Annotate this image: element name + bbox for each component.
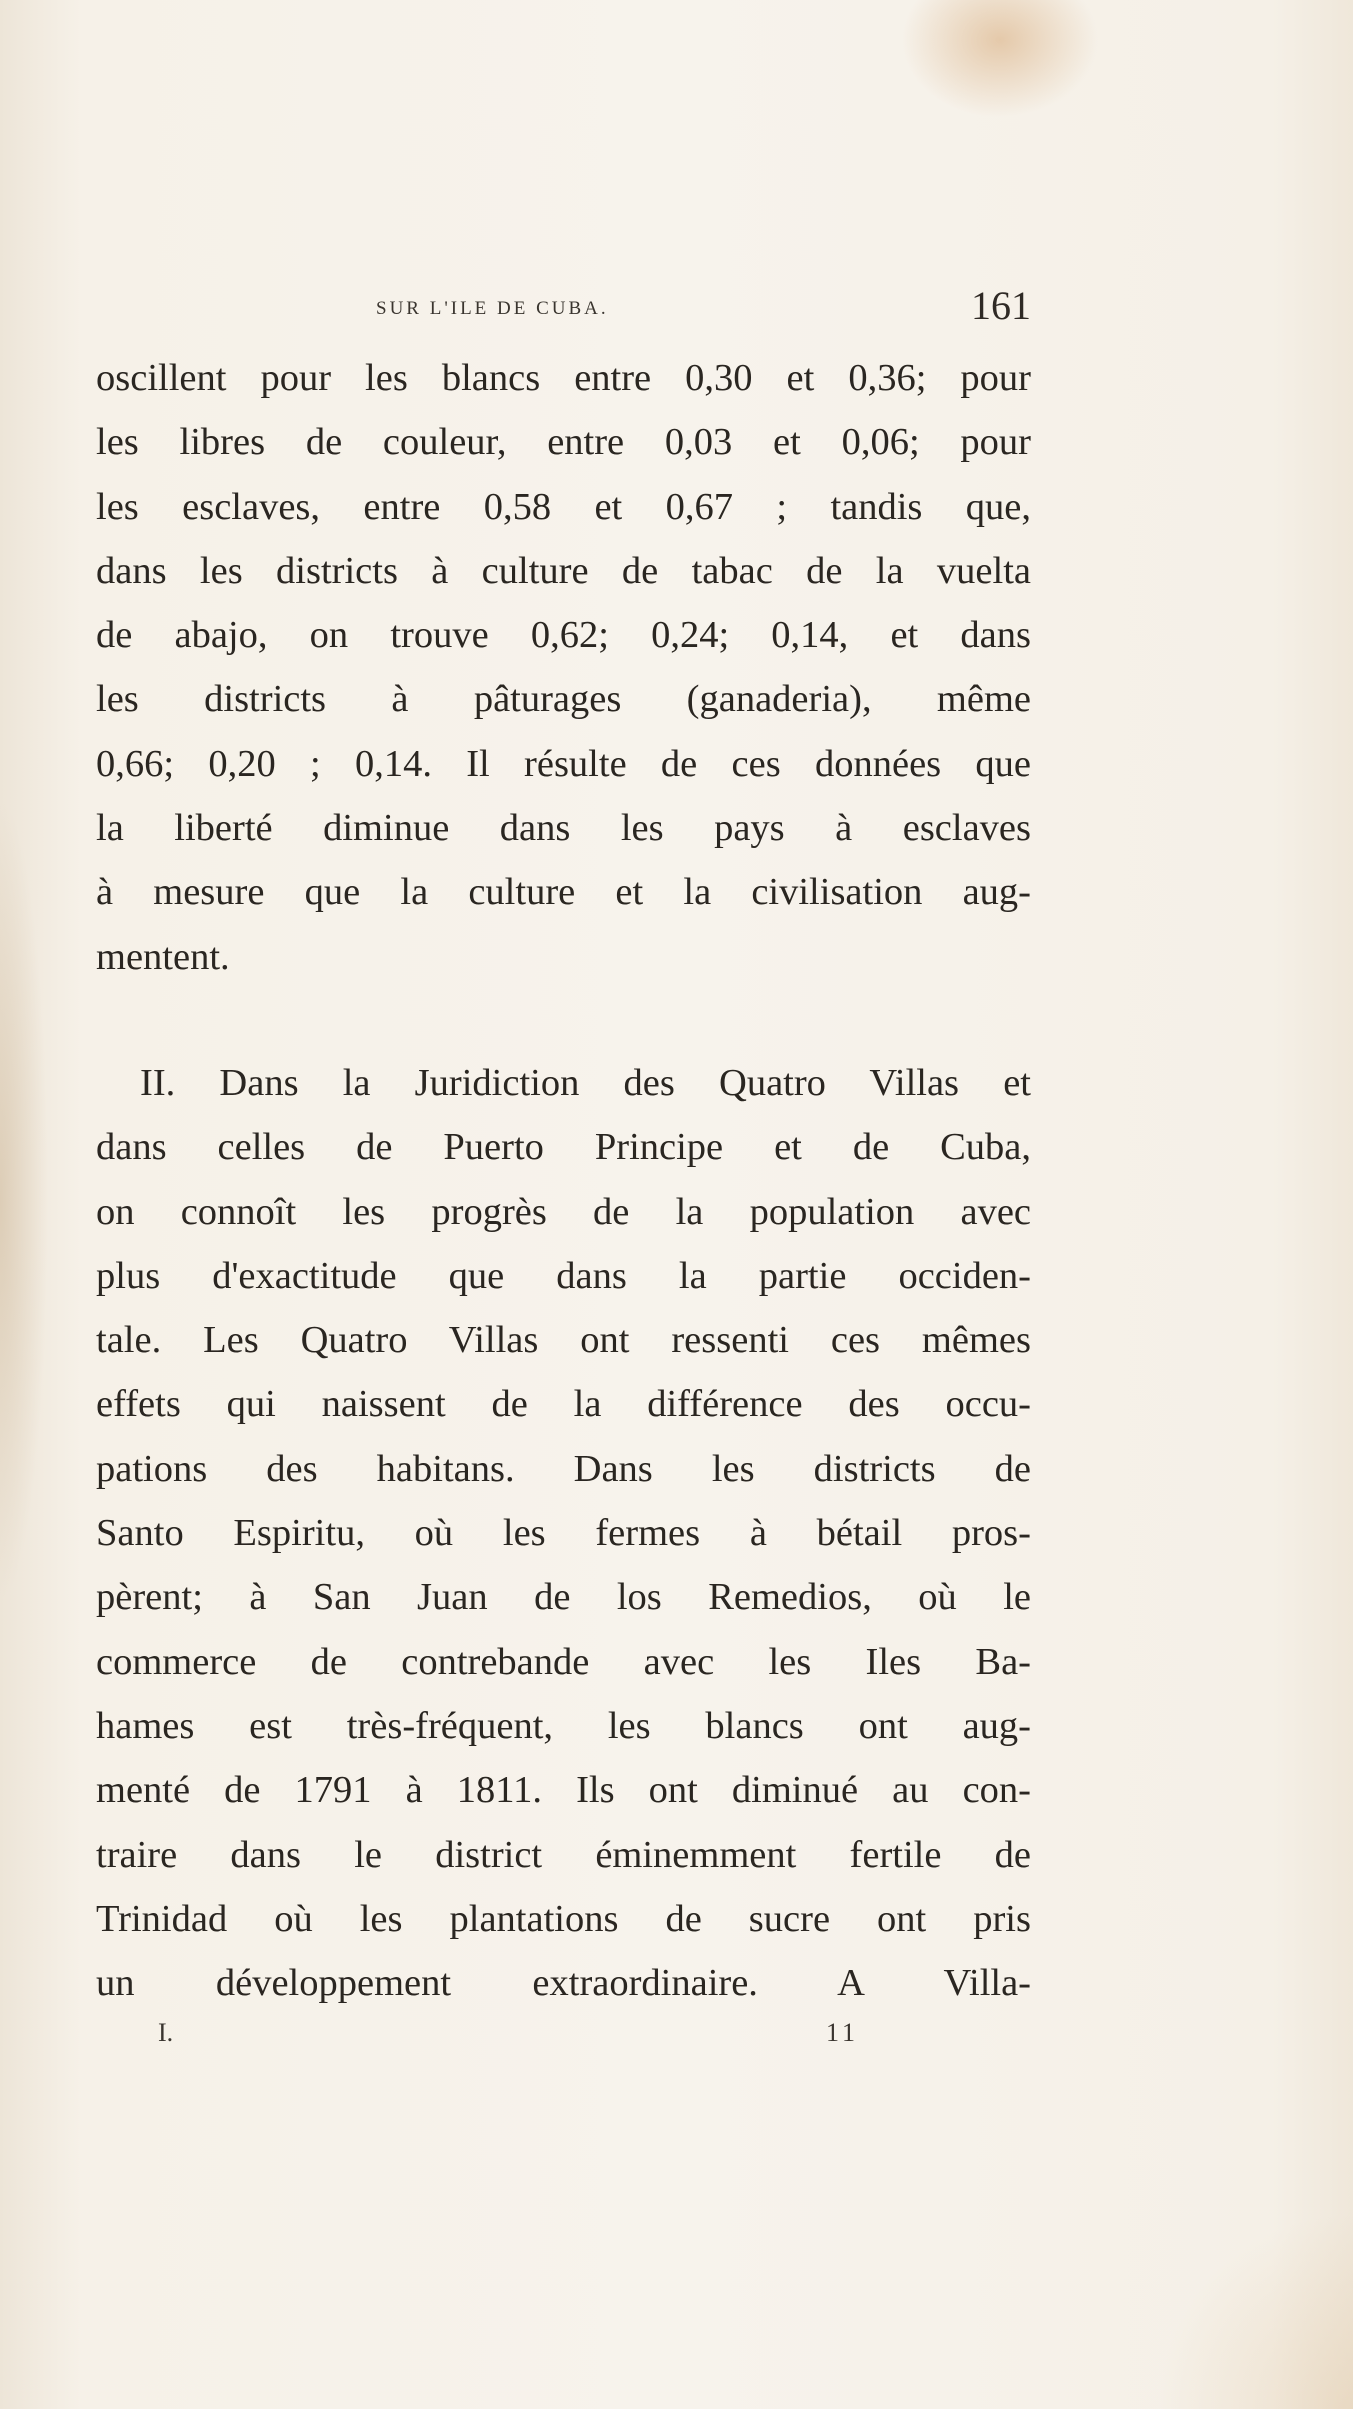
- text-line: 0,66; 0,20 ; 0,14. Il résulte de ces données que: [96, 742, 1031, 785]
- text-line: II. Dans la Juridiction des Quatro Villas et: [140, 1061, 1031, 1104]
- text-line: pèrent; à San Juan de los Remedios, où le: [96, 1576, 1031, 1619]
- text-line: pations des habitans. Dans les districts de: [96, 1447, 1031, 1490]
- paragraph-gap: [96, 989, 1031, 1051]
- text-line: hames est très-fréquent, les blancs ont aug-: [96, 1704, 1031, 1747]
- running-head: [96, 282, 1031, 332]
- text-line: dans les districts à culture de tabac de la vuelta: [96, 549, 1031, 592]
- gathering-signature: 11: [826, 2018, 860, 2047]
- page-number: 161: [971, 283, 1031, 328]
- text-line: la liberté diminue dans les pays à esclaves: [96, 807, 1031, 850]
- text-line: menté de 1791 à 1811. Ils ont diminué au con-: [96, 1769, 1031, 1812]
- text-line: Santo Espiritu, où les fermes à bétail pros-: [96, 1512, 1031, 1555]
- running-title: sur l'ile de cuba.: [376, 290, 609, 320]
- text-line: de abajo, on trouve 0,62; 0,24; 0,14, et dans: [96, 614, 1031, 657]
- text-line: effets qui naissent de la différence des occu-: [96, 1383, 1031, 1426]
- text-line: un développement extraordinaire. A Villa-: [96, 1962, 1031, 2005]
- text-line: traire dans le district éminemment fertile de: [96, 1833, 1031, 1876]
- text-line: on connoît les progrès de la population avec: [96, 1190, 1031, 1233]
- text-line: tale. Les Quatro Villas ont ressenti ces mêmes: [96, 1319, 1031, 1362]
- text-line: les libres de couleur, entre 0,03 et 0,06; pour: [96, 421, 1031, 464]
- body-text: [96, 346, 1031, 2015]
- text-line: oscillent pour les blancs entre 0,30 et 0,36; pour: [96, 357, 1031, 399]
- text-line: dans celles de Puerto Principe et de Cuba,: [96, 1126, 1031, 1169]
- text-line: Trinidad où les plantations de sucre ont pris: [96, 1897, 1031, 1940]
- text-line: les esclaves, entre 0,58 et 0,67 ; tandis que,: [96, 485, 1031, 528]
- text-line: mentent.: [96, 935, 230, 978]
- text-line: à mesure que la culture et la civilisation aug-: [96, 871, 1031, 914]
- volume-signature: I.: [158, 2018, 174, 2047]
- text-line: les districts à pâturages (ganaderia), même: [96, 678, 1031, 721]
- text-line: plus d'exactitude que dans la partie occiden-: [96, 1254, 1031, 1297]
- text-line: commerce de contrebande avec les Iles Ba-: [96, 1640, 1031, 1683]
